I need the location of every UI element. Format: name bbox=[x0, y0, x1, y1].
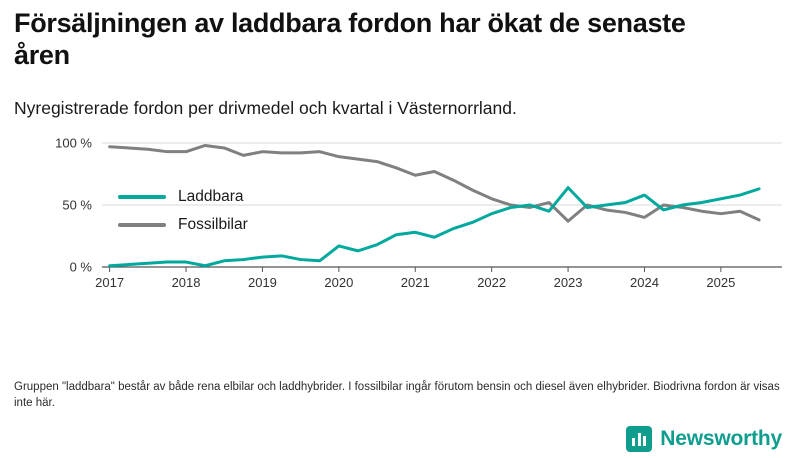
x-tick-label: 2019 bbox=[247, 274, 277, 290]
y-tick-label: 100 % bbox=[55, 135, 92, 151]
legend-label-laddbara: Laddbara bbox=[178, 187, 244, 205]
bar-chart-icon bbox=[626, 426, 652, 452]
brand-name: Newsworthy bbox=[660, 427, 782, 450]
legend-swatch-fossilbilar bbox=[118, 223, 166, 227]
x-tick-label: 2023 bbox=[553, 274, 583, 290]
brand-logo bbox=[626, 426, 782, 452]
x-tick-label: 2018 bbox=[171, 274, 201, 290]
y-tick-label: 0 % bbox=[69, 259, 92, 275]
chart-legend bbox=[118, 183, 248, 239]
x-tick-label: 2020 bbox=[324, 274, 354, 290]
chart-page bbox=[0, 8, 800, 458]
x-tick-label: 2017 bbox=[95, 274, 125, 290]
x-tick-label: 2025 bbox=[706, 274, 736, 290]
x-tick-label: 2021 bbox=[400, 274, 430, 290]
legend-swatch-laddbara bbox=[118, 195, 166, 199]
chart-container bbox=[14, 131, 786, 301]
x-tick-label: 2022 bbox=[477, 274, 507, 290]
brand-bar bbox=[0, 422, 800, 458]
legend-label-fossilbilar: Fossilbilar bbox=[178, 215, 248, 233]
y-tick-label: 50 % bbox=[62, 197, 92, 213]
chart-footnote: Gruppen "laddbara" består av både rena elbilar och laddhybrider. I fossilbilar ingår förutom bensin och diesel även elhybrider. Biodrivna fordon är visas inte här. bbox=[14, 381, 780, 409]
chart-subtitle: Nyregistrerade fordon per drivmedel och kvartal i Västernorrland. bbox=[14, 97, 517, 118]
legend-item-fossilbilar bbox=[118, 211, 248, 239]
x-tick-label: 2024 bbox=[630, 274, 659, 290]
legend-item-laddbara bbox=[118, 183, 248, 211]
page-title: Försäljningen av laddbara fordon har ökat de senaste åren bbox=[14, 8, 686, 70]
